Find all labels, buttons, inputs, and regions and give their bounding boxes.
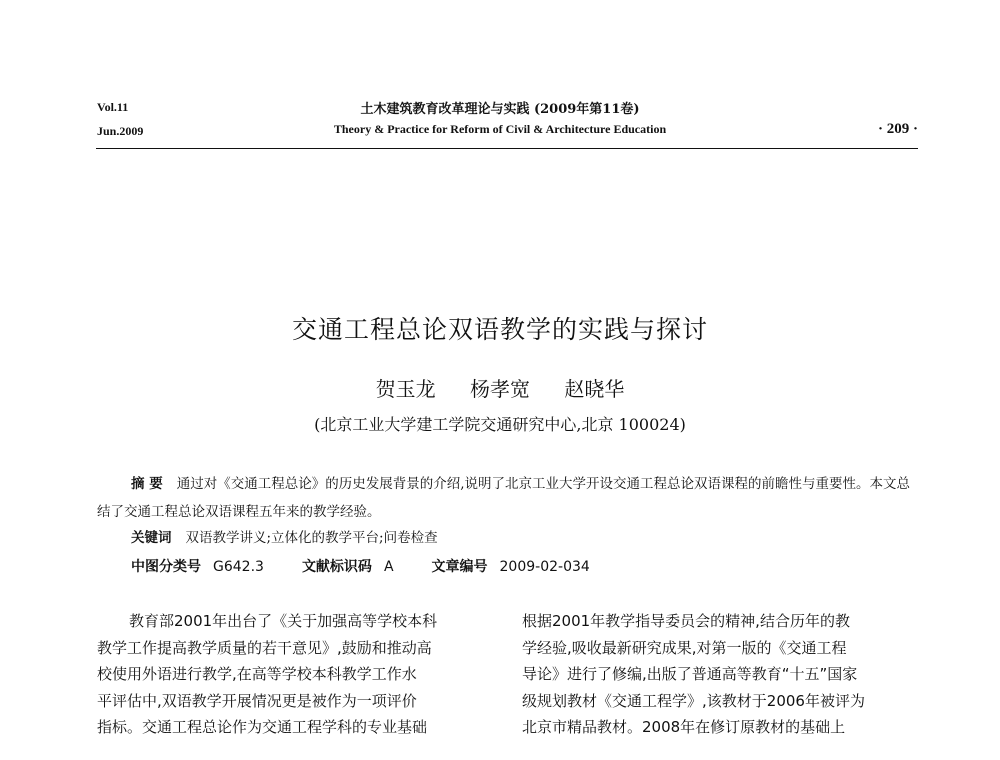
article-no-value: 2009-02-034 — [499, 559, 590, 575]
abstract-paragraph — [97, 470, 919, 526]
clc-value: G642.3 — [213, 559, 264, 575]
doc-code-label: 文献标识码 — [301, 559, 372, 575]
author-affiliation: (北京工业大学建工学院交通研究中心,北京 100024) — [314, 415, 686, 434]
volume-label: Vol.11 — [97, 100, 129, 114]
body-line: 级规划教材《交通工程学》,该教材于2006年被评为 — [522, 691, 865, 710]
body-line: 根据2001年教学指导委员会的精神,结合历年的教 — [522, 612, 850, 630]
journal-title-en: Theory & Practice for Reform of Civil & Architecture Education — [333, 122, 667, 136]
article-no-label: 文章编号 — [431, 559, 488, 575]
body-line: 导论》进行了修编,出版了普通高等教育“十五”国家 — [522, 665, 858, 683]
body-column-left — [97, 608, 492, 741]
page-number: · 209 · — [877, 121, 918, 137]
body-line: 北京市精品教材。2008年在修订原教材的基础上 — [522, 718, 846, 736]
journal-title-cn: 土木建筑教育改革理论与实践 (2009年第11卷) — [360, 102, 640, 117]
issue-date: Jun.2009 — [97, 124, 144, 138]
doc-code-value: A — [383, 559, 394, 575]
body-line: 指标。交通工程总论作为交通工程学科的专业基础 — [97, 718, 428, 736]
abstract-label: 摘 要 — [131, 476, 163, 492]
keywords-text: 双语教学讲义;立体化的教学平台;问卷检查 — [185, 530, 438, 546]
author-name: 赵晓华 — [564, 377, 625, 401]
abstract-text: 通过对《交通工程总论》的历史发展背景的介绍,说明了北京工业大学开设交通工程总论双语课程的前瞻性与重要性。本文总结了交通工程总论双语课程五年来的教学经验。 — [97, 476, 910, 520]
keywords-label: 关键词 — [131, 530, 172, 546]
body-line: 学经验,吸收最新研究成果,对第一版的《交通工程 — [522, 638, 847, 657]
clc-label: 中图分类号 — [131, 559, 201, 575]
author-name: 杨孝宽 — [470, 377, 530, 401]
body-line: 教学工作提高教学质量的若干意见》,鼓励和推动高 — [97, 638, 432, 657]
body-column-right — [522, 608, 917, 741]
body-line: 教育部2001年出台了《关于加强高等学校本科 — [129, 612, 438, 630]
body-line: 校使用外语进行教学,在高等学校本科教学工作水 — [97, 665, 417, 683]
header-divider — [96, 148, 918, 149]
classification-line — [131, 556, 628, 576]
keywords-line — [131, 526, 438, 546]
author-list — [0, 373, 1000, 402]
article-title: 交通工程总论双语教学的实践与探讨 — [291, 315, 708, 344]
body-line: 平评估中,双语教学开展情况更是被作为一项评价 — [97, 691, 417, 710]
author-name: 贺玉龙 — [375, 377, 436, 401]
